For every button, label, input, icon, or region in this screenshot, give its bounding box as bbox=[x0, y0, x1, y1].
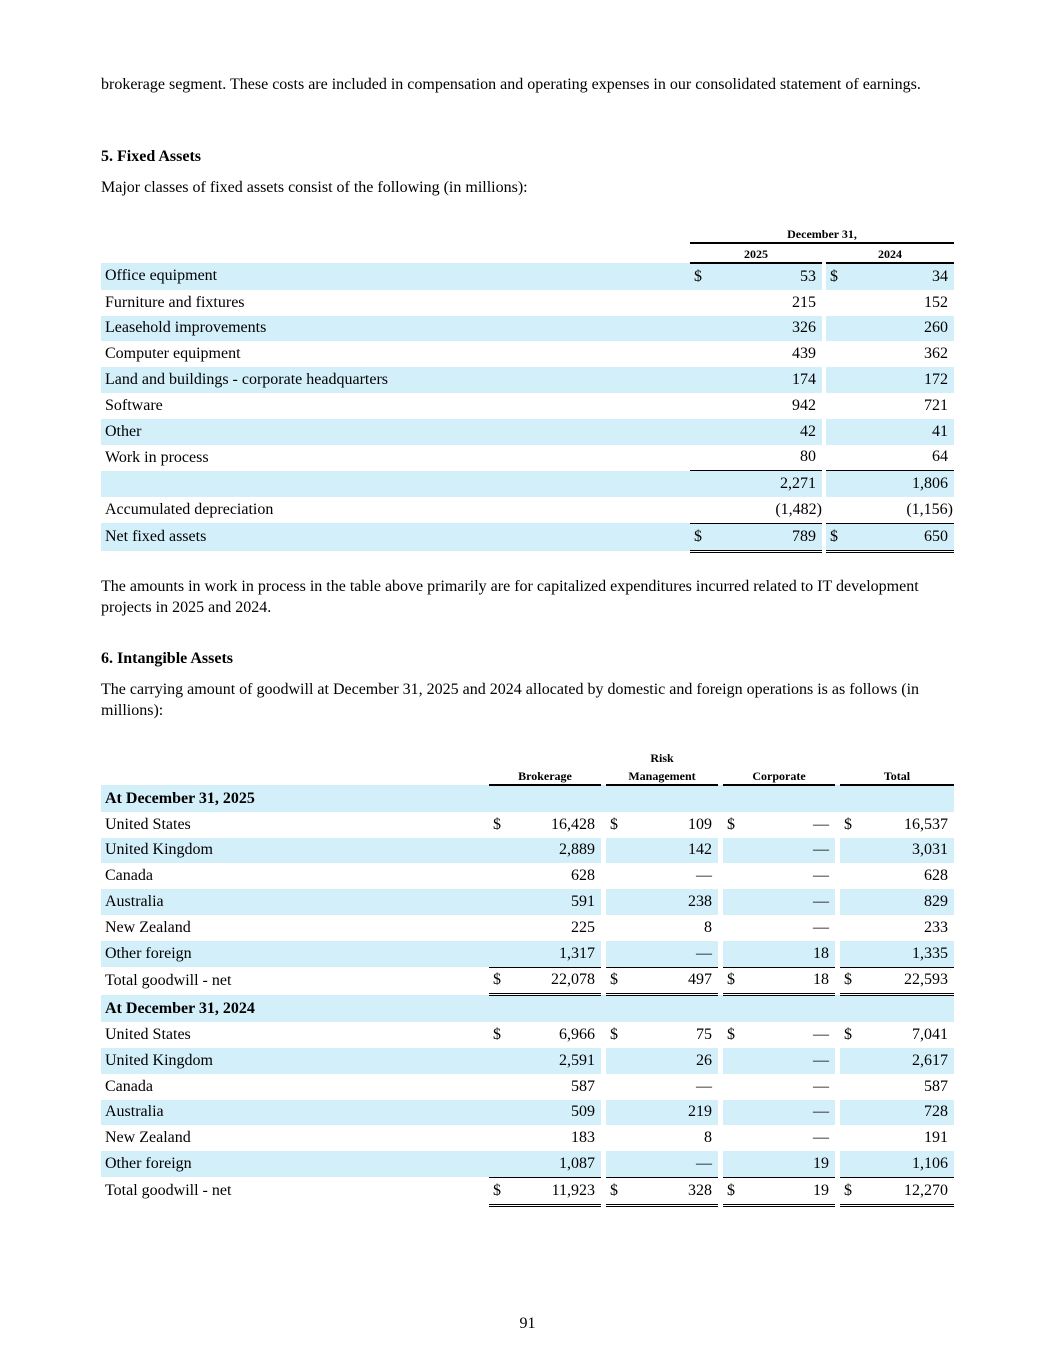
currency-symbol bbox=[606, 863, 626, 889]
column-header-2024: 2024 bbox=[826, 243, 954, 263]
value-r: 142 bbox=[626, 838, 718, 864]
currency-symbol bbox=[840, 915, 860, 941]
intro-paragraph: brokerage segment. These costs are included in compensation and operating expenses in our consolidated statement of earnings. bbox=[101, 76, 921, 93]
value-r: — bbox=[696, 867, 712, 885]
currency-symbol bbox=[606, 1125, 626, 1151]
table-row bbox=[101, 863, 954, 889]
table-row bbox=[101, 812, 954, 838]
value-2024: 362 bbox=[924, 345, 948, 363]
currency-symbol bbox=[826, 393, 846, 419]
currency-symbol bbox=[489, 889, 509, 915]
currency-symbol bbox=[840, 1048, 860, 1074]
currency-symbol bbox=[723, 1074, 743, 1100]
table-row bbox=[101, 471, 954, 497]
value-t: 728 bbox=[860, 1100, 954, 1126]
column-header-risk-management: Management bbox=[606, 766, 718, 785]
currency-symbol bbox=[606, 1048, 626, 1074]
section5-description: Major classes of fixed assets consist of the following (in millions): bbox=[101, 179, 528, 196]
table-row bbox=[101, 367, 954, 393]
fixed-assets-table bbox=[101, 224, 954, 553]
currency-symbol bbox=[723, 1151, 743, 1177]
value-r: 26 bbox=[626, 1048, 718, 1074]
value-t: 7,041 bbox=[912, 1026, 948, 1044]
currency-symbol bbox=[489, 1100, 509, 1126]
currency-symbol: $ bbox=[727, 815, 735, 833]
page-number: 91 bbox=[519, 1315, 536, 1332]
currency-symbol: $ bbox=[723, 1177, 743, 1205]
value-r: — bbox=[626, 1151, 718, 1177]
value-t: 829 bbox=[860, 889, 954, 915]
value-r: 75 bbox=[696, 1026, 712, 1044]
currency-symbol bbox=[489, 1151, 509, 1177]
currency-symbol bbox=[690, 419, 710, 445]
value-c: — bbox=[813, 867, 829, 885]
header-spacer bbox=[718, 748, 954, 766]
goodwill-table bbox=[101, 748, 954, 1207]
value-r: 238 bbox=[626, 889, 718, 915]
currency-symbol bbox=[723, 1125, 743, 1151]
table-row bbox=[101, 941, 954, 967]
value-c: — bbox=[813, 815, 829, 833]
currency-symbol: $ bbox=[727, 1026, 735, 1044]
value-b: 591 bbox=[509, 889, 601, 915]
value-2024: 34 bbox=[846, 263, 954, 290]
value-b: 11,923 bbox=[509, 1177, 601, 1205]
value-c: 18 bbox=[743, 967, 835, 995]
row-label: Software bbox=[105, 396, 163, 414]
value-2025: 42 bbox=[710, 419, 822, 445]
currency-symbol: $ bbox=[610, 1026, 618, 1044]
currency-symbol bbox=[489, 1074, 509, 1100]
currency-symbol bbox=[606, 915, 626, 941]
currency-symbol: $ bbox=[493, 1026, 501, 1044]
value-2024: 172 bbox=[846, 367, 954, 393]
value-r: 497 bbox=[626, 967, 718, 995]
currency-symbol bbox=[723, 1100, 743, 1126]
value-b: 587 bbox=[571, 1077, 595, 1095]
value-b: 2,889 bbox=[509, 838, 601, 864]
currency-symbol: $ bbox=[690, 263, 710, 290]
currency-symbol bbox=[690, 290, 710, 316]
section6-heading: 6. Intangible Assets bbox=[101, 650, 234, 667]
column-group-header: December 31, bbox=[690, 224, 954, 243]
value-b: 1,087 bbox=[509, 1151, 601, 1177]
currency-symbol bbox=[606, 941, 626, 967]
currency-symbol bbox=[690, 367, 710, 393]
currency-symbol: $ bbox=[840, 967, 860, 995]
value-2024: (1,156) bbox=[906, 501, 953, 519]
value-t: 1,106 bbox=[860, 1151, 954, 1177]
currency-symbol bbox=[690, 316, 710, 342]
currency-symbol bbox=[826, 341, 846, 367]
value-2025: 326 bbox=[710, 316, 822, 342]
value-2024: 64 bbox=[932, 448, 948, 466]
row-label: New Zealand bbox=[105, 918, 191, 936]
row-label: United Kingdom bbox=[101, 1048, 489, 1074]
row-label: Canada bbox=[105, 867, 153, 885]
table-row bbox=[101, 967, 954, 995]
currency-symbol: $ bbox=[606, 1177, 626, 1205]
currency-symbol: $ bbox=[493, 815, 501, 833]
currency-symbol bbox=[690, 341, 710, 367]
value-t: 233 bbox=[924, 918, 948, 936]
value-2024: 152 bbox=[924, 293, 948, 311]
value-2024: 41 bbox=[846, 419, 954, 445]
row-label: Accumulated depreciation bbox=[105, 501, 274, 519]
value-2024: 260 bbox=[846, 316, 954, 342]
currency-symbol bbox=[489, 941, 509, 967]
currency-symbol: $ bbox=[489, 1177, 509, 1205]
value-b: 628 bbox=[571, 867, 595, 885]
value-t: 628 bbox=[924, 867, 948, 885]
row-label: Other foreign bbox=[101, 1151, 489, 1177]
currency-symbol bbox=[489, 1125, 509, 1151]
currency-symbol: $ bbox=[610, 815, 618, 833]
value-c: — bbox=[813, 1077, 829, 1095]
currency-symbol: $ bbox=[489, 967, 509, 995]
value-t: 191 bbox=[924, 1129, 948, 1147]
currency-symbol bbox=[723, 915, 743, 941]
value-c: — bbox=[743, 838, 835, 864]
value-r: — bbox=[626, 941, 718, 967]
row-label: United States bbox=[105, 815, 191, 833]
value-c: — bbox=[743, 1100, 835, 1126]
value-2025: 53 bbox=[710, 263, 822, 290]
table-row bbox=[101, 419, 954, 445]
table-row bbox=[101, 1177, 954, 1205]
value-c: 18 bbox=[743, 941, 835, 967]
section5-note: The amounts in work in process in the table above primarily are for capitalized expenditures incurred related to IT development projects in 2025 and 2024. bbox=[101, 578, 919, 616]
row-label: Australia bbox=[101, 1100, 489, 1126]
row-label: New Zealand bbox=[105, 1129, 191, 1147]
value-2025: 174 bbox=[710, 367, 822, 393]
currency-symbol: $ bbox=[840, 1177, 860, 1205]
column-header-total: Total bbox=[840, 766, 954, 785]
value-2025: 439 bbox=[792, 345, 816, 363]
value-2024: 721 bbox=[924, 396, 948, 414]
value-2025: 789 bbox=[710, 523, 822, 551]
currency-symbol bbox=[723, 863, 743, 889]
value-2025: 215 bbox=[792, 293, 816, 311]
table-row bbox=[101, 290, 954, 316]
table-row bbox=[101, 1022, 954, 1048]
row-label: United States bbox=[105, 1026, 191, 1044]
value-t: 12,270 bbox=[860, 1177, 954, 1205]
currency-symbol bbox=[489, 863, 509, 889]
table-row bbox=[101, 445, 954, 471]
currency-symbol bbox=[489, 915, 509, 941]
table-row bbox=[101, 1151, 954, 1177]
table-row bbox=[101, 341, 954, 367]
row-label: United Kingdom bbox=[101, 838, 489, 864]
value-2024: 650 bbox=[846, 523, 954, 551]
column-header-corporate: Corporate bbox=[723, 766, 835, 785]
row-label: Furniture and fixtures bbox=[105, 293, 245, 311]
currency-symbol: $ bbox=[826, 523, 846, 551]
value-t: 3,031 bbox=[860, 838, 954, 864]
currency-symbol bbox=[723, 1048, 743, 1074]
currency-symbol bbox=[826, 471, 846, 497]
value-b: 225 bbox=[571, 918, 595, 936]
value-b: 16,428 bbox=[551, 815, 595, 833]
value-r: 8 bbox=[704, 1129, 712, 1147]
currency-symbol bbox=[723, 838, 743, 864]
section6-description: The carrying amount of goodwill at December 31, 2025 and 2024 allocated by domestic and foreign operations is as follows (in millions): bbox=[101, 681, 920, 719]
value-r: — bbox=[696, 1077, 712, 1095]
value-c: — bbox=[743, 1048, 835, 1074]
row-label: Other bbox=[101, 419, 690, 445]
table-row bbox=[101, 1100, 954, 1126]
table-row bbox=[101, 316, 954, 342]
row-label: Work in process bbox=[105, 448, 209, 466]
value-r: 219 bbox=[626, 1100, 718, 1126]
currency-symbol bbox=[840, 1074, 860, 1100]
header-spacer bbox=[101, 748, 489, 766]
value-b: 2,591 bbox=[509, 1048, 601, 1074]
currency-symbol bbox=[826, 316, 846, 342]
value-2025: 2,271 bbox=[710, 471, 822, 497]
row-label: Total goodwill - net bbox=[105, 1182, 232, 1200]
currency-symbol bbox=[489, 838, 509, 864]
value-c: — bbox=[813, 918, 829, 936]
currency-symbol bbox=[826, 419, 846, 445]
row-label: Total goodwill - net bbox=[105, 971, 232, 989]
table-row bbox=[101, 1074, 954, 1100]
row-label: Net fixed assets bbox=[101, 523, 690, 551]
currency-symbol bbox=[723, 889, 743, 915]
value-c: 19 bbox=[743, 1151, 835, 1177]
table-row bbox=[101, 915, 954, 941]
table-row bbox=[101, 838, 954, 864]
currency-symbol: $ bbox=[844, 815, 852, 833]
row-label: Canada bbox=[105, 1077, 153, 1095]
currency-symbol bbox=[840, 889, 860, 915]
value-t: 16,537 bbox=[904, 815, 948, 833]
currency-symbol bbox=[690, 445, 710, 471]
table-row bbox=[101, 263, 954, 290]
value-b: 6,966 bbox=[559, 1026, 595, 1044]
row-label bbox=[101, 471, 690, 497]
value-2025: (1,482) bbox=[775, 501, 822, 519]
table-row bbox=[101, 889, 954, 915]
header-spacer bbox=[489, 748, 606, 766]
currency-symbol bbox=[606, 1100, 626, 1126]
table-row bbox=[101, 497, 954, 523]
table-row bbox=[101, 523, 954, 551]
value-c: — bbox=[813, 1129, 829, 1147]
section5-heading: 5. Fixed Assets bbox=[101, 148, 201, 165]
currency-symbol bbox=[840, 1125, 860, 1151]
header-spacer bbox=[101, 224, 690, 243]
currency-symbol bbox=[690, 497, 710, 523]
column-header-brokerage: Brokerage bbox=[489, 766, 601, 785]
currency-symbol bbox=[840, 863, 860, 889]
group-title: At December 31, 2025 bbox=[101, 785, 954, 812]
currency-symbol bbox=[840, 941, 860, 967]
currency-symbol bbox=[690, 471, 710, 497]
value-r: 109 bbox=[688, 815, 712, 833]
currency-symbol bbox=[826, 497, 846, 523]
currency-symbol bbox=[840, 1151, 860, 1177]
value-2025: 942 bbox=[792, 396, 816, 414]
currency-symbol bbox=[489, 1048, 509, 1074]
value-t: 2,617 bbox=[860, 1048, 954, 1074]
column-header-2025: 2025 bbox=[690, 243, 822, 263]
currency-symbol: $ bbox=[844, 1026, 852, 1044]
row-label: Australia bbox=[101, 889, 489, 915]
value-2025: 80 bbox=[800, 448, 816, 466]
currency-symbol: $ bbox=[690, 523, 710, 551]
value-t: 587 bbox=[924, 1077, 948, 1095]
header-spacer bbox=[101, 766, 489, 785]
value-t: 1,335 bbox=[860, 941, 954, 967]
currency-symbol bbox=[606, 838, 626, 864]
row-label: Other foreign bbox=[101, 941, 489, 967]
currency-symbol bbox=[826, 367, 846, 393]
currency-symbol bbox=[826, 445, 846, 471]
value-b: 183 bbox=[571, 1129, 595, 1147]
currency-symbol bbox=[840, 1100, 860, 1126]
row-label: Leasehold improvements bbox=[101, 316, 690, 342]
value-c: 19 bbox=[743, 1177, 835, 1205]
value-r: 8 bbox=[704, 918, 712, 936]
currency-symbol bbox=[606, 889, 626, 915]
currency-symbol: $ bbox=[826, 263, 846, 290]
row-label: Computer equipment bbox=[105, 345, 241, 363]
table-row bbox=[101, 1125, 954, 1151]
value-b: 1,317 bbox=[509, 941, 601, 967]
value-b: 509 bbox=[509, 1100, 601, 1126]
table-row bbox=[101, 1048, 954, 1074]
currency-symbol: $ bbox=[723, 967, 743, 995]
row-label: Land and buildings - corporate headquarters bbox=[101, 367, 690, 393]
currency-symbol bbox=[606, 1151, 626, 1177]
value-2024: 1,806 bbox=[846, 471, 954, 497]
value-r: 328 bbox=[626, 1177, 718, 1205]
currency-symbol bbox=[826, 290, 846, 316]
row-label: Office equipment bbox=[101, 263, 690, 290]
header-spacer bbox=[101, 243, 690, 263]
value-b: 22,078 bbox=[509, 967, 601, 995]
currency-symbol bbox=[723, 941, 743, 967]
currency-symbol bbox=[606, 1074, 626, 1100]
value-t: 22,593 bbox=[860, 967, 954, 995]
table-row bbox=[101, 393, 954, 419]
value-c: — bbox=[813, 1026, 829, 1044]
currency-symbol bbox=[690, 393, 710, 419]
currency-symbol bbox=[840, 838, 860, 864]
group-title: At December 31, 2024 bbox=[101, 995, 954, 1022]
value-c: — bbox=[743, 889, 835, 915]
column-header-risk-line1: Risk bbox=[606, 748, 718, 766]
currency-symbol: $ bbox=[606, 967, 626, 995]
